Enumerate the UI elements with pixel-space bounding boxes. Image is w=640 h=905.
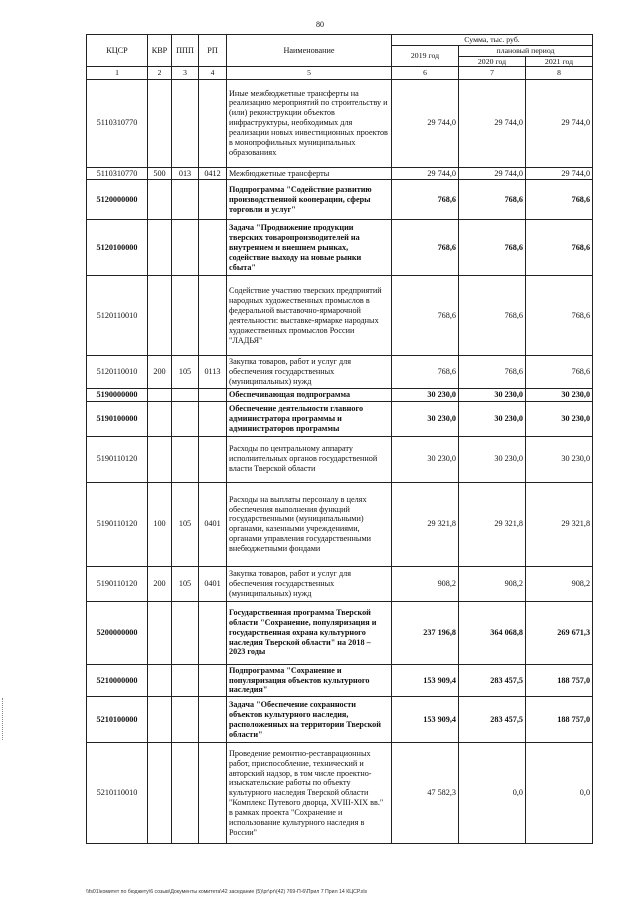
table-row xyxy=(87,664,593,697)
cell-kcsr: 5120000000 xyxy=(87,180,148,220)
cell-v2020: 29 744,0 xyxy=(459,79,526,167)
cell-v2021: 768,6 xyxy=(526,356,593,389)
cell-v2019: 30 230,0 xyxy=(392,401,459,436)
table-row xyxy=(87,401,593,436)
cell-kcsr: 5190100000 xyxy=(87,401,148,436)
cell-v2019: 29 321,8 xyxy=(392,482,459,566)
cell-rp: 0401 xyxy=(199,482,227,566)
cell-name: Расходы по центральному аппарату исполнительных органов государственной власти Тверской области xyxy=(227,436,392,482)
table-row xyxy=(87,276,593,356)
cell-v2020: 283 457,5 xyxy=(459,664,526,697)
cell-v2021: 30 230,0 xyxy=(526,388,593,401)
cell-name: Подпрограмма "Сохранение и популяризация объектов культурного наследия" xyxy=(227,664,392,697)
cell-v2020: 30 230,0 xyxy=(459,401,526,436)
cell-v2019: 237 196,8 xyxy=(392,601,459,664)
cell-ppp xyxy=(172,601,199,664)
cell-v2020: 29 744,0 xyxy=(459,167,526,180)
cell-v2021: 768,6 xyxy=(526,276,593,356)
table-row xyxy=(87,743,593,844)
cell-v2020: 0,0 xyxy=(459,743,526,844)
cell-name: Государственная программа Тверской области "Сохранение, популяризация и государственная охрана культурного наследия Тверской области" на 2018 – 2023 годы xyxy=(227,601,392,664)
cell-name: Задача "Продвижение продукции тверских товаропроизводителей на внутреннем и внешнем рынках, содействие выходу на новые рынки сбыта" xyxy=(227,220,392,276)
cell-v2021: 29 321,8 xyxy=(526,482,593,566)
cell-rp xyxy=(199,276,227,356)
file-path-footer: \\fs01\комитет по бюджету\6 созыв\Документы комитета\42 заседание (5)\рг\рг\(42) 769-П-6\Прил 7 Прил 14 КЦСР.xls xyxy=(86,889,368,895)
cell-v2019: 908,2 xyxy=(392,566,459,601)
cell-kvr: 100 xyxy=(148,482,172,566)
table-row xyxy=(87,356,593,389)
cell-kvr xyxy=(148,388,172,401)
cell-kcsr: 5190110120 xyxy=(87,566,148,601)
cell-ppp xyxy=(172,276,199,356)
table-row xyxy=(87,79,593,167)
page-number: 80 xyxy=(316,20,324,29)
cell-name: Межбюджетные трансферты xyxy=(227,167,392,180)
header-rp: РП xyxy=(199,35,227,67)
cell-v2019: 153 909,4 xyxy=(392,664,459,697)
cell-v2020: 364 068,8 xyxy=(459,601,526,664)
table-row xyxy=(87,180,593,220)
cell-v2020: 768,6 xyxy=(459,220,526,276)
cell-kvr: 200 xyxy=(148,566,172,601)
cell-ppp: 105 xyxy=(172,356,199,389)
table-row xyxy=(87,436,593,482)
cell-kcsr: 5120110010 xyxy=(87,276,148,356)
cell-v2020: 29 321,8 xyxy=(459,482,526,566)
cell-v2021: 908,2 xyxy=(526,566,593,601)
cell-v2020: 908,2 xyxy=(459,566,526,601)
cell-kvr xyxy=(148,664,172,697)
cell-kcsr: 5210000000 xyxy=(87,664,148,697)
cell-name: Закупка товаров, работ и услуг для обеспечения государственных (муниципальных) нужд xyxy=(227,356,392,389)
cell-kcsr: 5110310770 xyxy=(87,167,148,180)
table-row xyxy=(87,388,593,401)
col-index: 4 xyxy=(199,67,227,79)
cell-ppp xyxy=(172,436,199,482)
header-kcsr: КЦСР xyxy=(87,35,148,67)
cell-v2019: 153 909,4 xyxy=(392,697,459,743)
cell-kvr: 500 xyxy=(148,167,172,180)
cell-v2021: 0,0 xyxy=(526,743,593,844)
cell-name: Проведение ремонтно-реставрационных работ, приспособление, технический и авторский надзор, в том числе проектно-изыскательские работы по объекту культурного наследия Тверской области "Комплекс Путевого дворца, XVIII-XIX вв." в рамках проекта "Сохранение и использование культурного наследия в России" xyxy=(227,743,392,844)
cell-kcsr: 5200000000 xyxy=(87,601,148,664)
cell-v2020: 768,6 xyxy=(459,180,526,220)
cell-v2019: 29 744,0 xyxy=(392,79,459,167)
cell-rp xyxy=(199,743,227,844)
cell-kvr xyxy=(148,601,172,664)
cell-v2019: 768,6 xyxy=(392,356,459,389)
cell-ppp xyxy=(172,664,199,697)
cell-rp xyxy=(199,697,227,743)
cell-name: Содействие участию тверских предприятий народных художественных промыслов в федеральной выставочно-ярмарочной деятельности: выставке-ярмарке народных художественных промыслов России "ЛАДЬЯ" xyxy=(227,276,392,356)
col-index: 8 xyxy=(526,67,593,79)
cell-rp xyxy=(199,388,227,401)
cell-v2021: 30 230,0 xyxy=(526,401,593,436)
cell-kcsr: 5120110010 xyxy=(87,356,148,389)
budget-table xyxy=(86,34,593,844)
cell-ppp: 013 xyxy=(172,167,199,180)
cell-v2019: 768,6 xyxy=(392,220,459,276)
col-index: 5 xyxy=(227,67,392,79)
cell-kvr xyxy=(148,276,172,356)
col-index: 2 xyxy=(148,67,172,79)
col-index: 1 xyxy=(87,67,148,79)
cell-kcsr: 5110310770 xyxy=(87,79,148,167)
cell-rp: 0412 xyxy=(199,167,227,180)
cell-rp: 0401 xyxy=(199,566,227,601)
header-ppp: ППП xyxy=(172,35,199,67)
cell-kcsr: 5210100000 xyxy=(87,697,148,743)
cell-name: Иные межбюджетные трансферты на реализацию мероприятий по строительству и (или) реконструкции объектов инфраструктуры, необходимых для реализации новых инвестиционных проектов в монопрофильных муниципальных образованиях xyxy=(227,79,392,167)
header-kvr: КВР xyxy=(148,35,172,67)
cell-rp xyxy=(199,79,227,167)
header-sum: Сумма, тыс. руб. xyxy=(392,35,593,46)
margin-mark xyxy=(2,698,4,740)
cell-v2019: 30 230,0 xyxy=(392,388,459,401)
cell-name: Подпрограмма "Содействие развитию производственной кооперации, сферы торговли и услуг" xyxy=(227,180,392,220)
cell-v2019: 47 582,3 xyxy=(392,743,459,844)
col-index: 7 xyxy=(459,67,526,79)
cell-rp xyxy=(199,601,227,664)
cell-name: Задача "Обеспечение сохранности объектов культурного наследия, расположенных на территории Тверской области" xyxy=(227,697,392,743)
cell-kvr xyxy=(148,401,172,436)
cell-rp: 0113 xyxy=(199,356,227,389)
cell-v2019: 768,6 xyxy=(392,276,459,356)
cell-v2020: 30 230,0 xyxy=(459,388,526,401)
table-row xyxy=(87,697,593,743)
column-index-row xyxy=(87,67,593,79)
cell-name: Обеспечивающая подпрограмма xyxy=(227,388,392,401)
cell-name: Закупка товаров, работ и услуг для обеспечения государственных (муниципальных) нужд xyxy=(227,566,392,601)
header-2021: 2021 год xyxy=(526,56,593,67)
cell-v2019: 30 230,0 xyxy=(392,436,459,482)
cell-ppp xyxy=(172,79,199,167)
cell-v2021: 29 744,0 xyxy=(526,79,593,167)
header-planned-period: плановый период xyxy=(459,45,593,56)
cell-kcsr: 5120100000 xyxy=(87,220,148,276)
cell-rp xyxy=(199,220,227,276)
cell-kcsr: 5210110010 xyxy=(87,743,148,844)
cell-rp xyxy=(199,436,227,482)
cell-v2021: 768,6 xyxy=(526,180,593,220)
cell-rp xyxy=(199,401,227,436)
cell-ppp xyxy=(172,401,199,436)
cell-ppp xyxy=(172,388,199,401)
cell-v2021: 188 757,0 xyxy=(526,697,593,743)
cell-kcsr: 5190110120 xyxy=(87,482,148,566)
cell-v2020: 768,6 xyxy=(459,356,526,389)
cell-kvr xyxy=(148,436,172,482)
cell-rp xyxy=(199,664,227,697)
cell-ppp: 105 xyxy=(172,566,199,601)
table-row xyxy=(87,566,593,601)
cell-kvr xyxy=(148,79,172,167)
cell-v2021: 269 671,3 xyxy=(526,601,593,664)
cell-v2021: 188 757,0 xyxy=(526,664,593,697)
header-2019: 2019 год xyxy=(392,45,459,67)
header-name: Наименование xyxy=(227,35,392,67)
cell-v2020: 283 457,5 xyxy=(459,697,526,743)
header-2020: 2020 год xyxy=(459,56,526,67)
cell-ppp xyxy=(172,220,199,276)
cell-kvr xyxy=(148,743,172,844)
table-row xyxy=(87,167,593,180)
cell-kcsr: 5190000000 xyxy=(87,388,148,401)
cell-ppp xyxy=(172,697,199,743)
cell-ppp xyxy=(172,743,199,844)
cell-kvr: 200 xyxy=(148,356,172,389)
cell-v2021: 30 230,0 xyxy=(526,436,593,482)
col-index: 6 xyxy=(392,67,459,79)
cell-ppp xyxy=(172,180,199,220)
cell-rp xyxy=(199,180,227,220)
table-row xyxy=(87,601,593,664)
col-index: 3 xyxy=(172,67,199,79)
cell-v2021: 768,6 xyxy=(526,220,593,276)
cell-name: Обеспечение деятельности главного администратора программы и администраторов программы xyxy=(227,401,392,436)
cell-v2021: 29 744,0 xyxy=(526,167,593,180)
cell-ppp: 105 xyxy=(172,482,199,566)
cell-kvr xyxy=(148,220,172,276)
cell-kvr xyxy=(148,697,172,743)
cell-v2020: 768,6 xyxy=(459,276,526,356)
cell-name: Расходы на выплаты персоналу в целях обеспечения выполнения функций государственными (муниципальными) органами, казенными учреждениями, органами управления государственными внебюджетными фондами xyxy=(227,482,392,566)
cell-v2020: 30 230,0 xyxy=(459,436,526,482)
cell-v2019: 768,6 xyxy=(392,180,459,220)
cell-kvr xyxy=(148,180,172,220)
table-row xyxy=(87,220,593,276)
cell-kcsr: 5190110120 xyxy=(87,436,148,482)
table-row xyxy=(87,482,593,566)
cell-v2019: 29 744,0 xyxy=(392,167,459,180)
